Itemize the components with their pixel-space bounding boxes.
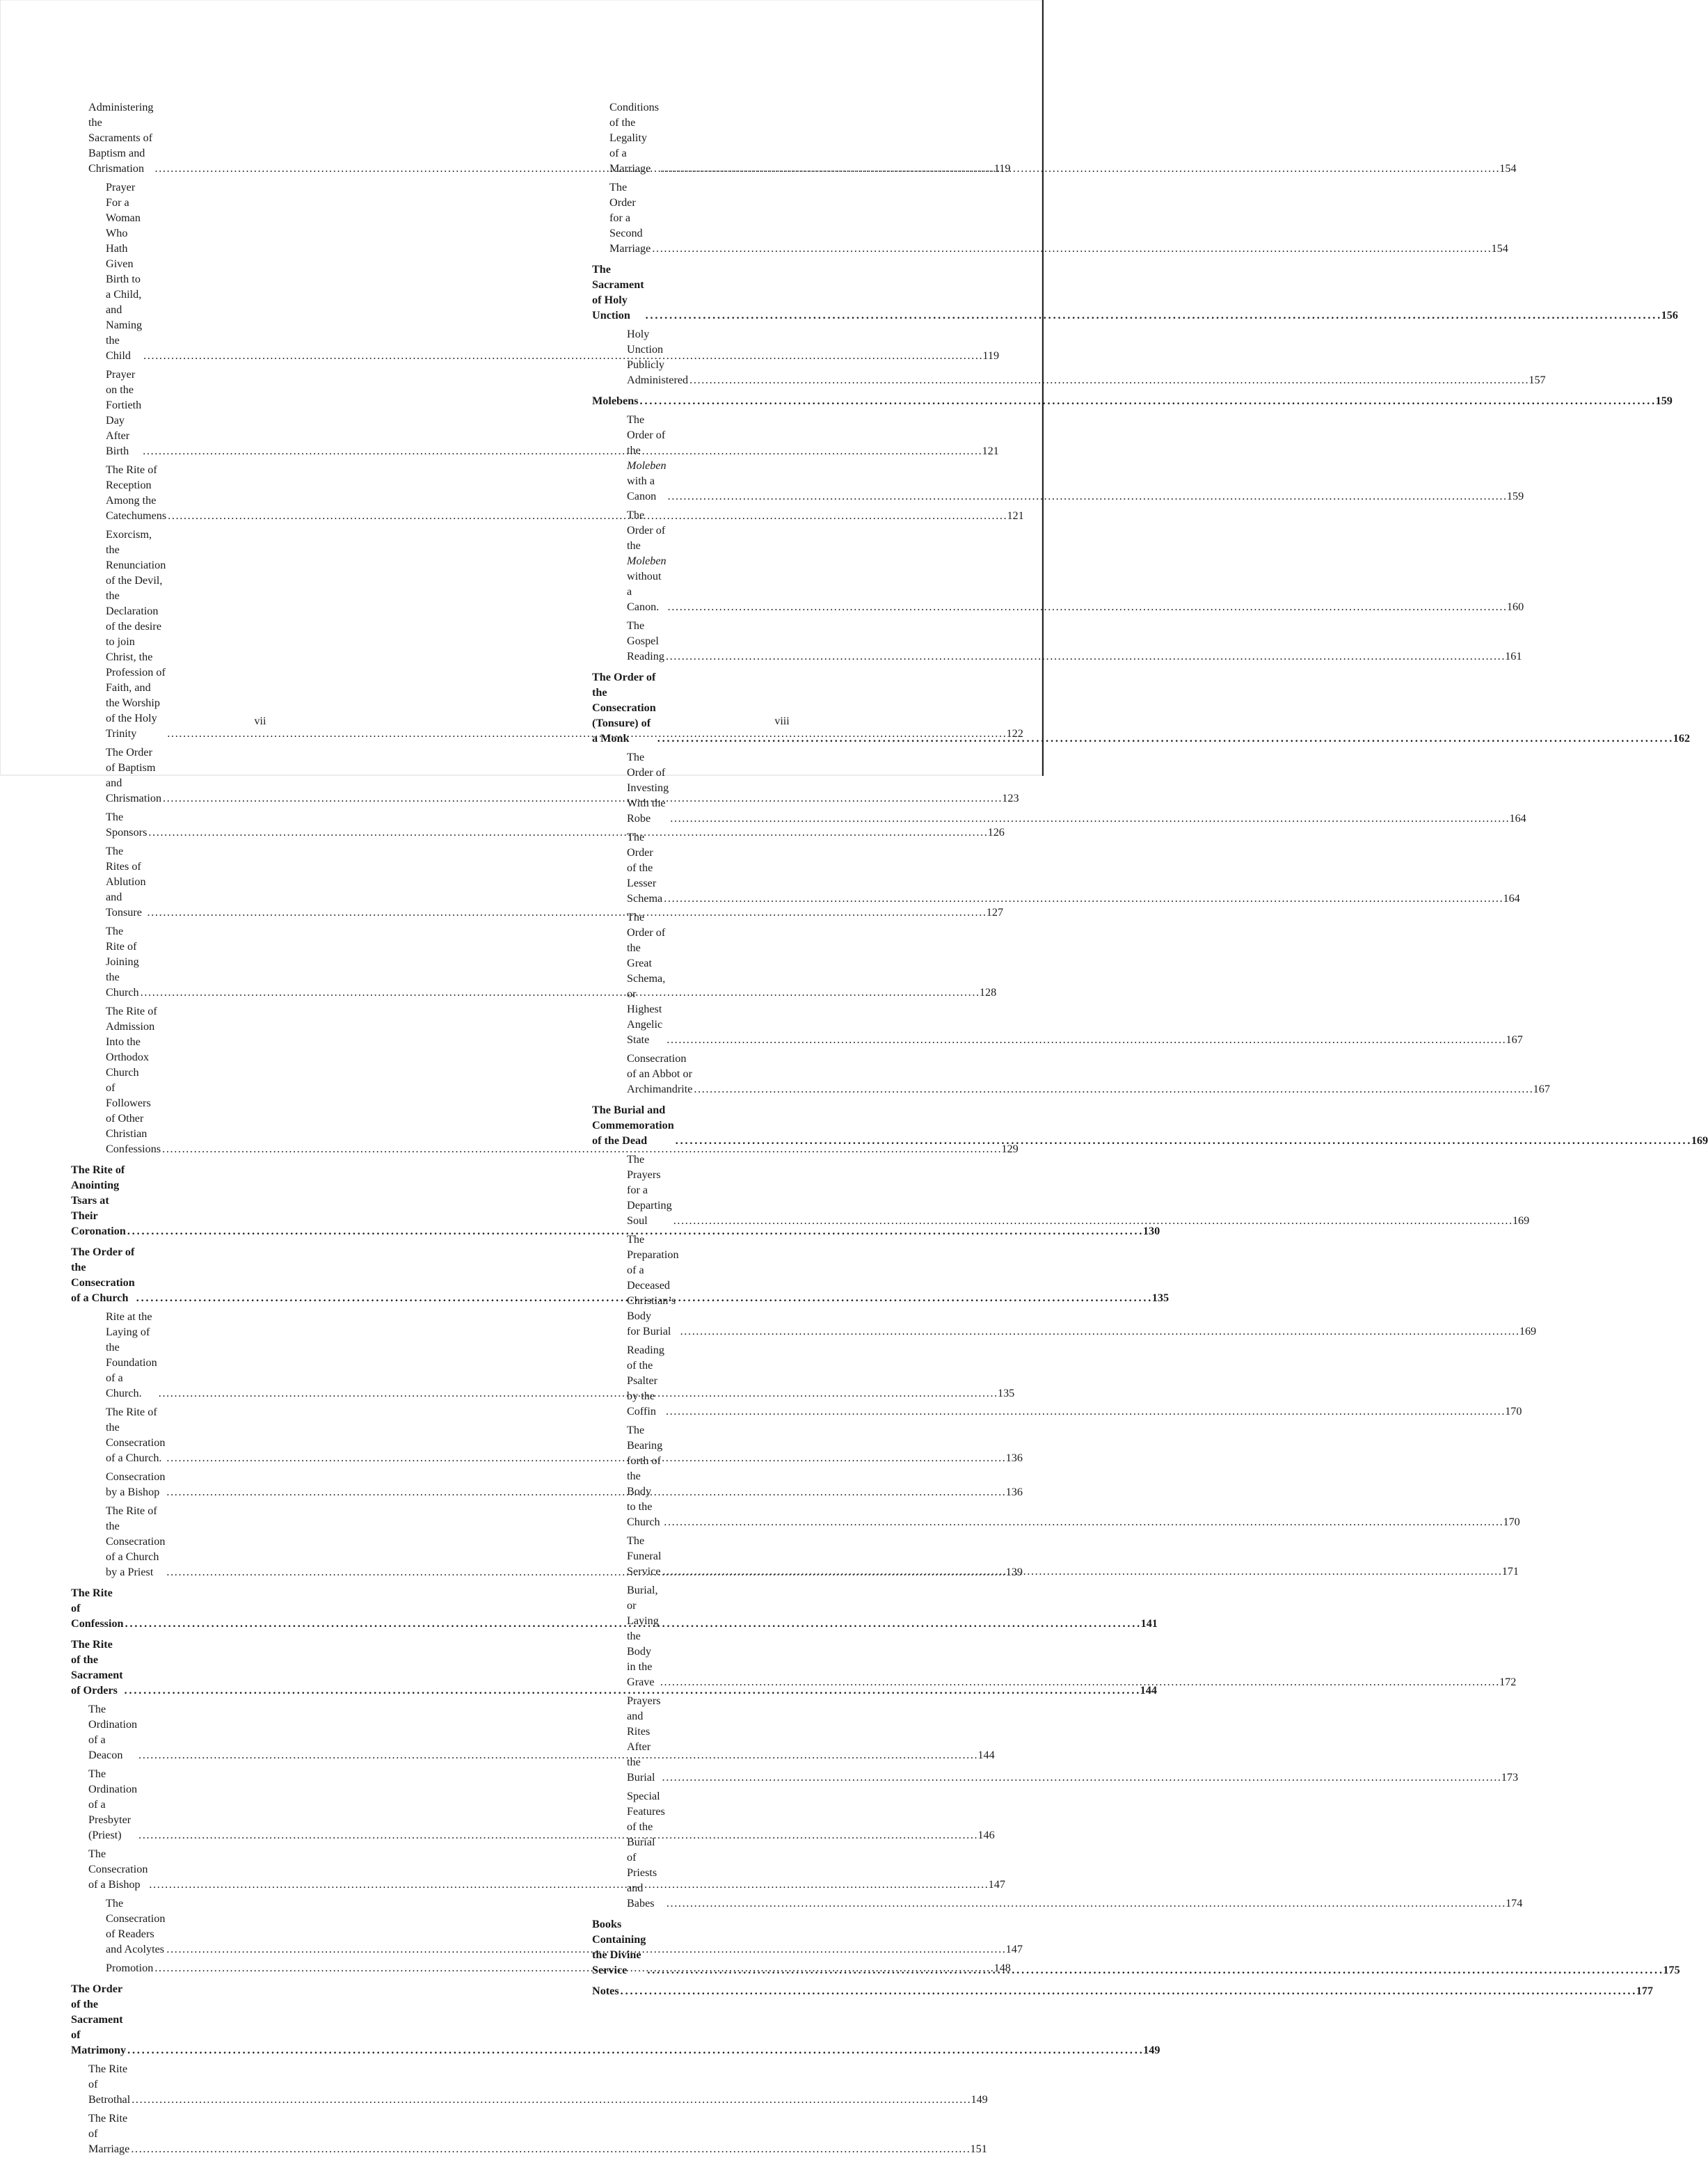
toc-entry-title-line: The Rite of the Consecration of a Church. — [106, 1406, 166, 1464]
toc-page-number: 148 — [993, 1962, 1011, 1974]
toc-page-number: 171 — [1501, 1565, 1519, 1578]
toc-page-number: 175 — [1663, 1964, 1680, 1976]
toc-entry-title-line: The Bearing forth of the Body to the Church — [627, 1424, 663, 1528]
dot-leader — [664, 1514, 1501, 1530]
toc-entry-title-line: The Preparation of a Deceased Christian’s Body — [627, 1233, 679, 1322]
toc-entry-title — [88, 2061, 130, 2107]
toc-entry-title-line: The Order of the Moleben with a Canon — [627, 413, 667, 502]
toc-page-number: 147 — [988, 1878, 1005, 1891]
toc-entry-title — [627, 1582, 659, 1690]
toc-entry-title-line: The Consecration of a Bishop — [88, 1848, 148, 1891]
toc-page-number: 128 — [979, 986, 997, 999]
toc-subentry[interactable] — [592, 1051, 1550, 1097]
toc-subentry[interactable] — [71, 1960, 1011, 1976]
toc-page-number: 146 — [977, 1829, 995, 1841]
dot-leader — [668, 489, 1506, 504]
toc-subentry[interactable] — [592, 180, 1508, 256]
toc-page-number: 136 — [1005, 1452, 1023, 1464]
toc-page-number: 149 — [1143, 2044, 1160, 2056]
toc-page-number: 130 — [1142, 1225, 1160, 1237]
toc-entry-title-line: The Rite of Marriage — [88, 2112, 130, 2155]
toc-entry-title — [592, 262, 644, 323]
toc-page-number: 123 — [1002, 792, 1019, 804]
toc-entry-title-line: The Rite of Confession — [71, 1587, 124, 1630]
toc-entry-title — [627, 618, 664, 664]
toc-page-number: 170 — [1503, 1516, 1520, 1528]
toc-entry-title-line: and Naming the Child — [106, 303, 143, 362]
toc-entry-title-line: Administering the Sacraments of Baptism and Chrismation — [88, 101, 154, 175]
toc-entry-title-line: The Gospel Reading — [627, 619, 664, 662]
toc-entry-title — [88, 2111, 129, 2157]
toc-entry-title — [106, 1960, 153, 1976]
toc-page-number: 139 — [1005, 1566, 1023, 1578]
toc-page-number: 173 — [1501, 1771, 1519, 1784]
dot-leader — [662, 1770, 1500, 1785]
toc-entry-title-line: The Ordination of a Presbyter (Priest) — [88, 1768, 138, 1841]
toc-page-number: 127 — [986, 906, 1004, 919]
toc-entry-title — [106, 462, 166, 523]
toc-page-number: 135 — [1151, 1292, 1170, 1304]
toc-entry-title — [627, 829, 662, 906]
toc-entry-title-line: The Order for a Second Marriage — [609, 181, 651, 255]
toc-entry-title — [627, 507, 667, 614]
toc-entry-title-line: Reading of the Psalter by the Coffin — [627, 1344, 664, 1418]
toc-entry-title — [71, 1162, 126, 1239]
toc-page-number: 144 — [1140, 1684, 1157, 1697]
toc-entry-title — [592, 1916, 646, 1978]
dot-leader — [664, 891, 1501, 906]
toc-entry-title — [627, 1422, 662, 1530]
toc-entry-title-line: The Order of the Lesser Schema — [627, 831, 663, 905]
toc-page-number: 121 — [982, 445, 999, 457]
toc-entry-title — [592, 1102, 674, 1148]
toc-page-number: 174 — [1506, 1897, 1523, 1909]
toc-page-number: 135 — [997, 1387, 1015, 1399]
toc-entry-title — [106, 843, 146, 920]
toc-entry-title-line: The Consecration of Readers and Acolytes — [106, 1897, 166, 1955]
toc-subentry[interactable] — [71, 1404, 1023, 1466]
dot-leader — [670, 811, 1508, 826]
toc-entry-title-line: Rite at the Laying of the Foundation of a Church. — [106, 1310, 157, 1399]
italic-term: Moleben — [627, 459, 667, 472]
toc-subentry[interactable] — [71, 809, 1005, 840]
toc-entry-title — [627, 1788, 665, 1911]
toc-entry-title — [627, 1232, 679, 1339]
toc-page-number: 156 — [1661, 309, 1678, 321]
toc-page-number: 126 — [987, 826, 1005, 839]
dot-leader — [668, 599, 1506, 614]
toc-page-number: 172 — [1499, 1676, 1517, 1688]
toc-page-number: 154 — [1491, 242, 1508, 255]
toc-entry-title-line: The Order of the Great Schema, or Highest Angelic State — [627, 911, 666, 1046]
toc-page-number: 136 — [1005, 1486, 1023, 1498]
toc-entry-title-line: The Order of the Sacrament of Matrimony — [71, 1983, 127, 2056]
toc-section-entry[interactable] — [592, 1983, 1653, 1999]
toc-entry-title-line: The Rite of Betrothal — [88, 2063, 131, 2106]
toc-subentry[interactable] — [592, 618, 1522, 664]
toc-page-number: 170 — [1505, 1405, 1522, 1418]
toc-entry-title — [88, 1701, 137, 1763]
toc-entry-title-line: Prayer on the Fortieth Day After Birth — [106, 368, 142, 457]
toc-entry-title-line: Conditions of the Legality of a Marriage — [609, 101, 660, 175]
toc-entry-title — [106, 527, 166, 741]
toc-entry-title — [592, 669, 656, 746]
toc-subentry[interactable] — [71, 2061, 988, 2107]
toc-entry-title-line: Consecration of an Abbot or Archimandrite — [627, 1052, 693, 1095]
toc-entry-title — [106, 1003, 161, 1157]
dot-leader — [673, 1213, 1511, 1228]
toc-entry-title — [106, 1404, 165, 1466]
toc-page-number: 119 — [993, 162, 1011, 175]
dot-leader — [676, 1133, 1690, 1148]
toc-entry-title — [71, 1637, 123, 1698]
toc-entry-title-line: The Order of the Moleben without a Canon. — [627, 509, 667, 613]
toc-subentry[interactable] — [71, 1766, 995, 1843]
toc-entry-title — [627, 412, 667, 504]
toc-entry-title-line: The Order of Investing With the Robe — [627, 751, 669, 825]
dot-leader — [647, 1962, 1661, 1978]
toc-page-number: 169 — [1519, 1325, 1537, 1337]
toc-entry-title — [609, 100, 659, 176]
toc-entry-title-line: The Order of the Consecration (Tonsure) of a Monk — [592, 671, 656, 745]
toc-entry-title-line: Promotion — [106, 1962, 154, 1974]
dot-leader — [667, 1032, 1504, 1047]
toc-entry-title — [71, 1244, 135, 1305]
toc-entry-title-line: Notes — [592, 1985, 619, 1997]
dot-leader — [652, 241, 1490, 256]
toc-page-number: 141 — [1140, 1617, 1158, 1630]
toc-page-number: 159 — [1506, 490, 1524, 502]
toc-entry-title-line: Holy Unction Publicly Administered — [627, 328, 689, 386]
dot-leader — [694, 1081, 1531, 1097]
toc-entry-title — [627, 1342, 664, 1419]
toc-entry-title-line: The Funeral Service — [627, 1534, 662, 1578]
toc-entry-title — [627, 910, 665, 1047]
dot-leader — [660, 1674, 1498, 1690]
toc-page-number: 122 — [1006, 727, 1023, 740]
toc-entry-title-line: The Rite of the Consecration of a Church by a Priest — [106, 1504, 166, 1578]
dot-leader — [660, 161, 1498, 176]
dot-leader — [127, 2042, 1142, 2058]
toc-entry-title-line: to join Christ, the Profession of Faith, and the Worship — [106, 635, 166, 709]
toc-entry-title — [88, 1846, 147, 1892]
toc-section-entry[interactable] — [71, 1585, 1158, 1631]
toc-page-number: 161 — [1505, 650, 1522, 662]
italic-term: Moleben — [627, 555, 667, 567]
toc-entry-title-line: The Sacrament of Holy Unction — [592, 263, 644, 321]
toc-page-number: 157 — [1529, 374, 1546, 386]
toc-page-number: 169 — [1691, 1134, 1708, 1147]
dot-leader — [680, 1324, 1518, 1339]
toc-entry-title — [592, 1983, 619, 1999]
toc-page-number: 160 — [1506, 601, 1524, 613]
toc-page-number: 129 — [1001, 1143, 1019, 1155]
toc-page-number: 164 — [1509, 812, 1526, 825]
toc-entry-title — [106, 745, 161, 806]
toc-entry-title-line: The Rites of Ablution and Tonsure — [106, 845, 146, 919]
toc-entry-title-line: The Order of Baptism and Chrismation — [106, 746, 162, 804]
toc-entry-title-line: of the Holy Trinity — [106, 712, 157, 740]
toc-entry-title — [592, 393, 639, 408]
dot-leader — [667, 1896, 1504, 1911]
toc-entry-title-line: of Followers of Other Christian Confessions — [106, 1081, 161, 1155]
toc-entry-title — [627, 1693, 661, 1785]
toc-entry-title — [71, 1981, 126, 2058]
toc-page-number: 167 — [1533, 1083, 1550, 1095]
toc-entry-title-line: The Rite of Reception Among the Catechumens — [106, 463, 167, 522]
dot-leader — [662, 1564, 1500, 1579]
toc-entry-title-line: The Sponsors — [106, 811, 147, 839]
toc-entry-title-line: Books Containing the Divine Service — [592, 1918, 646, 1976]
toc-entry-title-line: The Ordination of a Deacon — [88, 1703, 138, 1761]
toc-entry-title-line: Prayer For a Woman Who Hath Given Birth to a Child, — [106, 181, 142, 301]
dot-leader — [689, 372, 1527, 388]
toc-page-number: 121 — [1007, 509, 1024, 522]
toc-page-number: 149 — [971, 2093, 988, 2106]
toc-page-number: 159 — [1655, 395, 1673, 407]
toc-page-number: 151 — [970, 2143, 987, 2155]
toc-page-number: 167 — [1506, 1033, 1523, 1046]
toc-entry-title-line: Prayers and Rites After the Burial — [627, 1694, 661, 1784]
dot-leader — [131, 2092, 969, 2107]
toc-page-number: 169 — [1512, 1214, 1530, 1227]
dot-leader — [640, 393, 1654, 408]
toc-subentry[interactable] — [71, 1469, 1023, 1500]
toc-entry-title-line: The Rite of Admission Into the Orthodox Church — [106, 1005, 157, 1079]
toc-entry-title-line: Consecration by a Bishop — [106, 1470, 166, 1498]
toc-entry-title — [627, 1533, 661, 1579]
toc-page-number: 144 — [977, 1749, 995, 1761]
toc-entry-title-line: Exorcism, the Renunciation of the Devil, the Declaration of the desire — [106, 528, 166, 633]
dot-leader — [646, 308, 1660, 323]
toc-entry-title-line: The Rite of Anointing Tsars at Their Coronation — [71, 1164, 126, 1237]
dot-leader — [621, 1983, 1635, 1999]
toc-entry-title — [106, 1896, 165, 1957]
page-number-right: viii — [774, 715, 790, 727]
toc-entry-title — [88, 100, 154, 176]
dot-leader — [657, 731, 1672, 746]
toc-section-entry[interactable] — [71, 1637, 1157, 1698]
toc-section-entry[interactable] — [592, 262, 1678, 323]
toc-subentry[interactable] — [592, 1152, 1530, 1228]
toc-entry-title-line: Special Features of the Burial of Priests and Babes — [627, 1790, 665, 1909]
dot-leader — [666, 1404, 1503, 1419]
toc-page-number: 154 — [1499, 162, 1517, 175]
toc-section-entry[interactable] — [592, 1102, 1708, 1148]
toc-entry-title — [106, 1503, 165, 1580]
toc-entry-title — [71, 1585, 124, 1631]
toc-entry-title-line: The Burial and Commemoration of the Dead — [592, 1104, 674, 1147]
page-number-left: vii — [254, 715, 266, 727]
toc-page-number: 177 — [1636, 1985, 1653, 1997]
toc-entry-title — [106, 180, 142, 363]
toc-entry-title — [609, 180, 651, 256]
toc-entry-title — [627, 749, 669, 826]
toc-entry-title — [106, 367, 141, 459]
toc-entry-title-line: Molebens — [592, 395, 639, 407]
toc-subentry[interactable] — [71, 1846, 1005, 1892]
toc-page-number: 164 — [1503, 892, 1520, 905]
toc-entry-title — [627, 1152, 672, 1228]
toc-entry-title — [88, 1766, 137, 1843]
toc-entry-title-line: Burial, or Laying the Body in the Grave — [627, 1584, 659, 1688]
toc-entry-title-line: for Burial — [627, 1325, 671, 1337]
toc-entry-title — [106, 1309, 157, 1401]
dot-leader — [666, 649, 1503, 664]
toc-entry-title-line: The Prayers for a Departing Soul — [627, 1153, 672, 1227]
toc-section-entry[interactable] — [592, 393, 1673, 408]
dot-leader — [131, 2141, 968, 2157]
toc-page-number: 162 — [1673, 732, 1691, 745]
toc-page-number: 147 — [1005, 1943, 1023, 1955]
toc-entry-title — [106, 923, 139, 1000]
toc-entry-title — [627, 326, 688, 388]
toc-subentry[interactable] — [71, 2111, 987, 2157]
toc-entry-title-line: The Rite of Joining the Church — [106, 925, 139, 999]
toc-entry-title — [106, 1469, 165, 1500]
toc-page-number: 119 — [982, 349, 1000, 362]
toc-entry-title-line: The Rite of the Sacrament of Orders — [71, 1638, 123, 1697]
toc-entry-title-line: The Order of the Consecration of a Church — [71, 1246, 135, 1304]
toc-entry-title — [106, 809, 147, 840]
toc-entry-title — [627, 1051, 692, 1097]
